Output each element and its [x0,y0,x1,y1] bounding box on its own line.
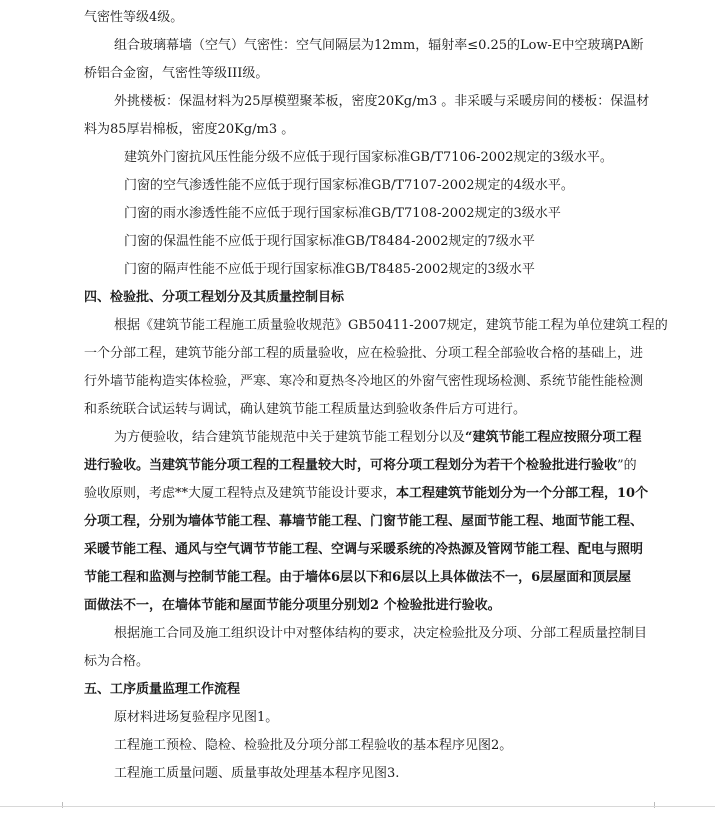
text-line: 桥铝合金窗，气密性等级III级。 [84,66,269,81]
bold-text-run: 本工程建筑节能划分为一个分部工程，10个 [396,486,649,501]
text-line: 节能工程和监测与控制节能工程。由于墙体6层以下和6层以上具体做法不一，6层屋面和顶层屋 [84,570,632,585]
text-line: 面做法不一，在墙体节能和屋面节能分项里分别划2 个检验批进行验收。 [84,598,501,613]
text-line [84,424,642,452]
section-heading-5: 五、工序质量监理工作流程 [84,682,241,697]
text-line: 根据施工合同及施工组织设计中对整体结构的要求，决定检验批及分项、分部工程质量控制目 [114,626,648,641]
text-line: 工程施工质量问题、质量事故处理基本程序见图3. [114,766,400,781]
text-line: 和系统联合试运转与调试，确认建筑节能工程质量达到验收条件后方可进行。 [84,402,527,417]
text-line: 分项工程，分别为墙体节能工程、幕墙节能工程、门窗节能工程、屋面节能工程、地面节能工程、 [84,514,644,529]
text-line: 外挑楼板：保温材料为25厚模塑聚苯板，密度20Kg/m3 。非采暖与采暖房间的楼板：保温材 [114,94,650,109]
text-line: 一个分部工程，建筑节能分部工程的质量验收，应在检验批、分项工程全部验收合格的基础上，进 [84,346,644,361]
text-line: 标为合格。 [84,654,150,669]
text-run: 验收原则，考虑**大厦工程特点及建筑节能设计要求， [84,486,397,501]
text-line: 原材料进场复验程序见图1。 [114,710,279,725]
text-line: 气密性等级4级。 [84,10,184,25]
text-line [84,480,649,508]
text-line: 门窗的空气渗透性能不应低于现行国家标准GB/T7107-2002规定的4级水平。 [124,178,574,193]
text-line: 建筑外门窗抗风压性能分级不应低于现行国家标准GB/T7106-2002规定的3级水平。 [124,150,613,165]
text-line: 行外墙节能构造实体检验，严寒、寒冷和夏热冬冷地区的外窗气密性现场检测、系统节能性能检测 [84,374,644,389]
text-run: 为方便验收，结合建筑节能规范中关于建筑节能工程划分以及 [114,430,466,445]
bold-text-run: 进行验收。当建筑节能分项工程的工程量较大时，可将分项工程划分为若干个检验批进行验收 [84,458,618,473]
section-heading-4: 四、检验批、分项工程划分及其质量控制目标 [84,290,345,305]
text-line [84,452,637,480]
text-line: 根据《建筑节能工程施工质量验收规范》GB50411-2007规定，建筑节能工程为单位建筑工程的 [114,318,668,333]
page-bottom-rule [0,806,715,808]
text-line: 门窗的保温性能不应低于现行国家标准GB/T8484-2002规定的7级水平 [124,234,535,249]
text-line: 采暖节能工程、通风与空气调节节能工程、空调与采暖系统的冷热源及管网节能工程、配电与照明 [84,542,644,557]
text-run: ”的 [617,458,637,473]
bold-text-run: “建筑节能工程应按照分项工程 [465,430,642,445]
text-line: 门窗的隔声性能不应低于现行国家标准GB/T8485-2002规定的3级水平 [124,262,535,277]
text-line: 工程施工预检、隐检、检验批及分项分部工程验收的基本程序见图2。 [114,738,513,753]
text-line: 组合玻璃幕墙（空气）气密性：空气间隔层为12mm，辐射率≤0.25的Low-E中空玻璃PA断 [114,38,644,53]
text-line: 料为85厚岩棉板，密度20Kg/m3 。 [84,122,295,137]
text-line: 门窗的雨水渗透性能不应低于现行国家标准GB/T7108-2002规定的3级水平 [124,206,561,221]
